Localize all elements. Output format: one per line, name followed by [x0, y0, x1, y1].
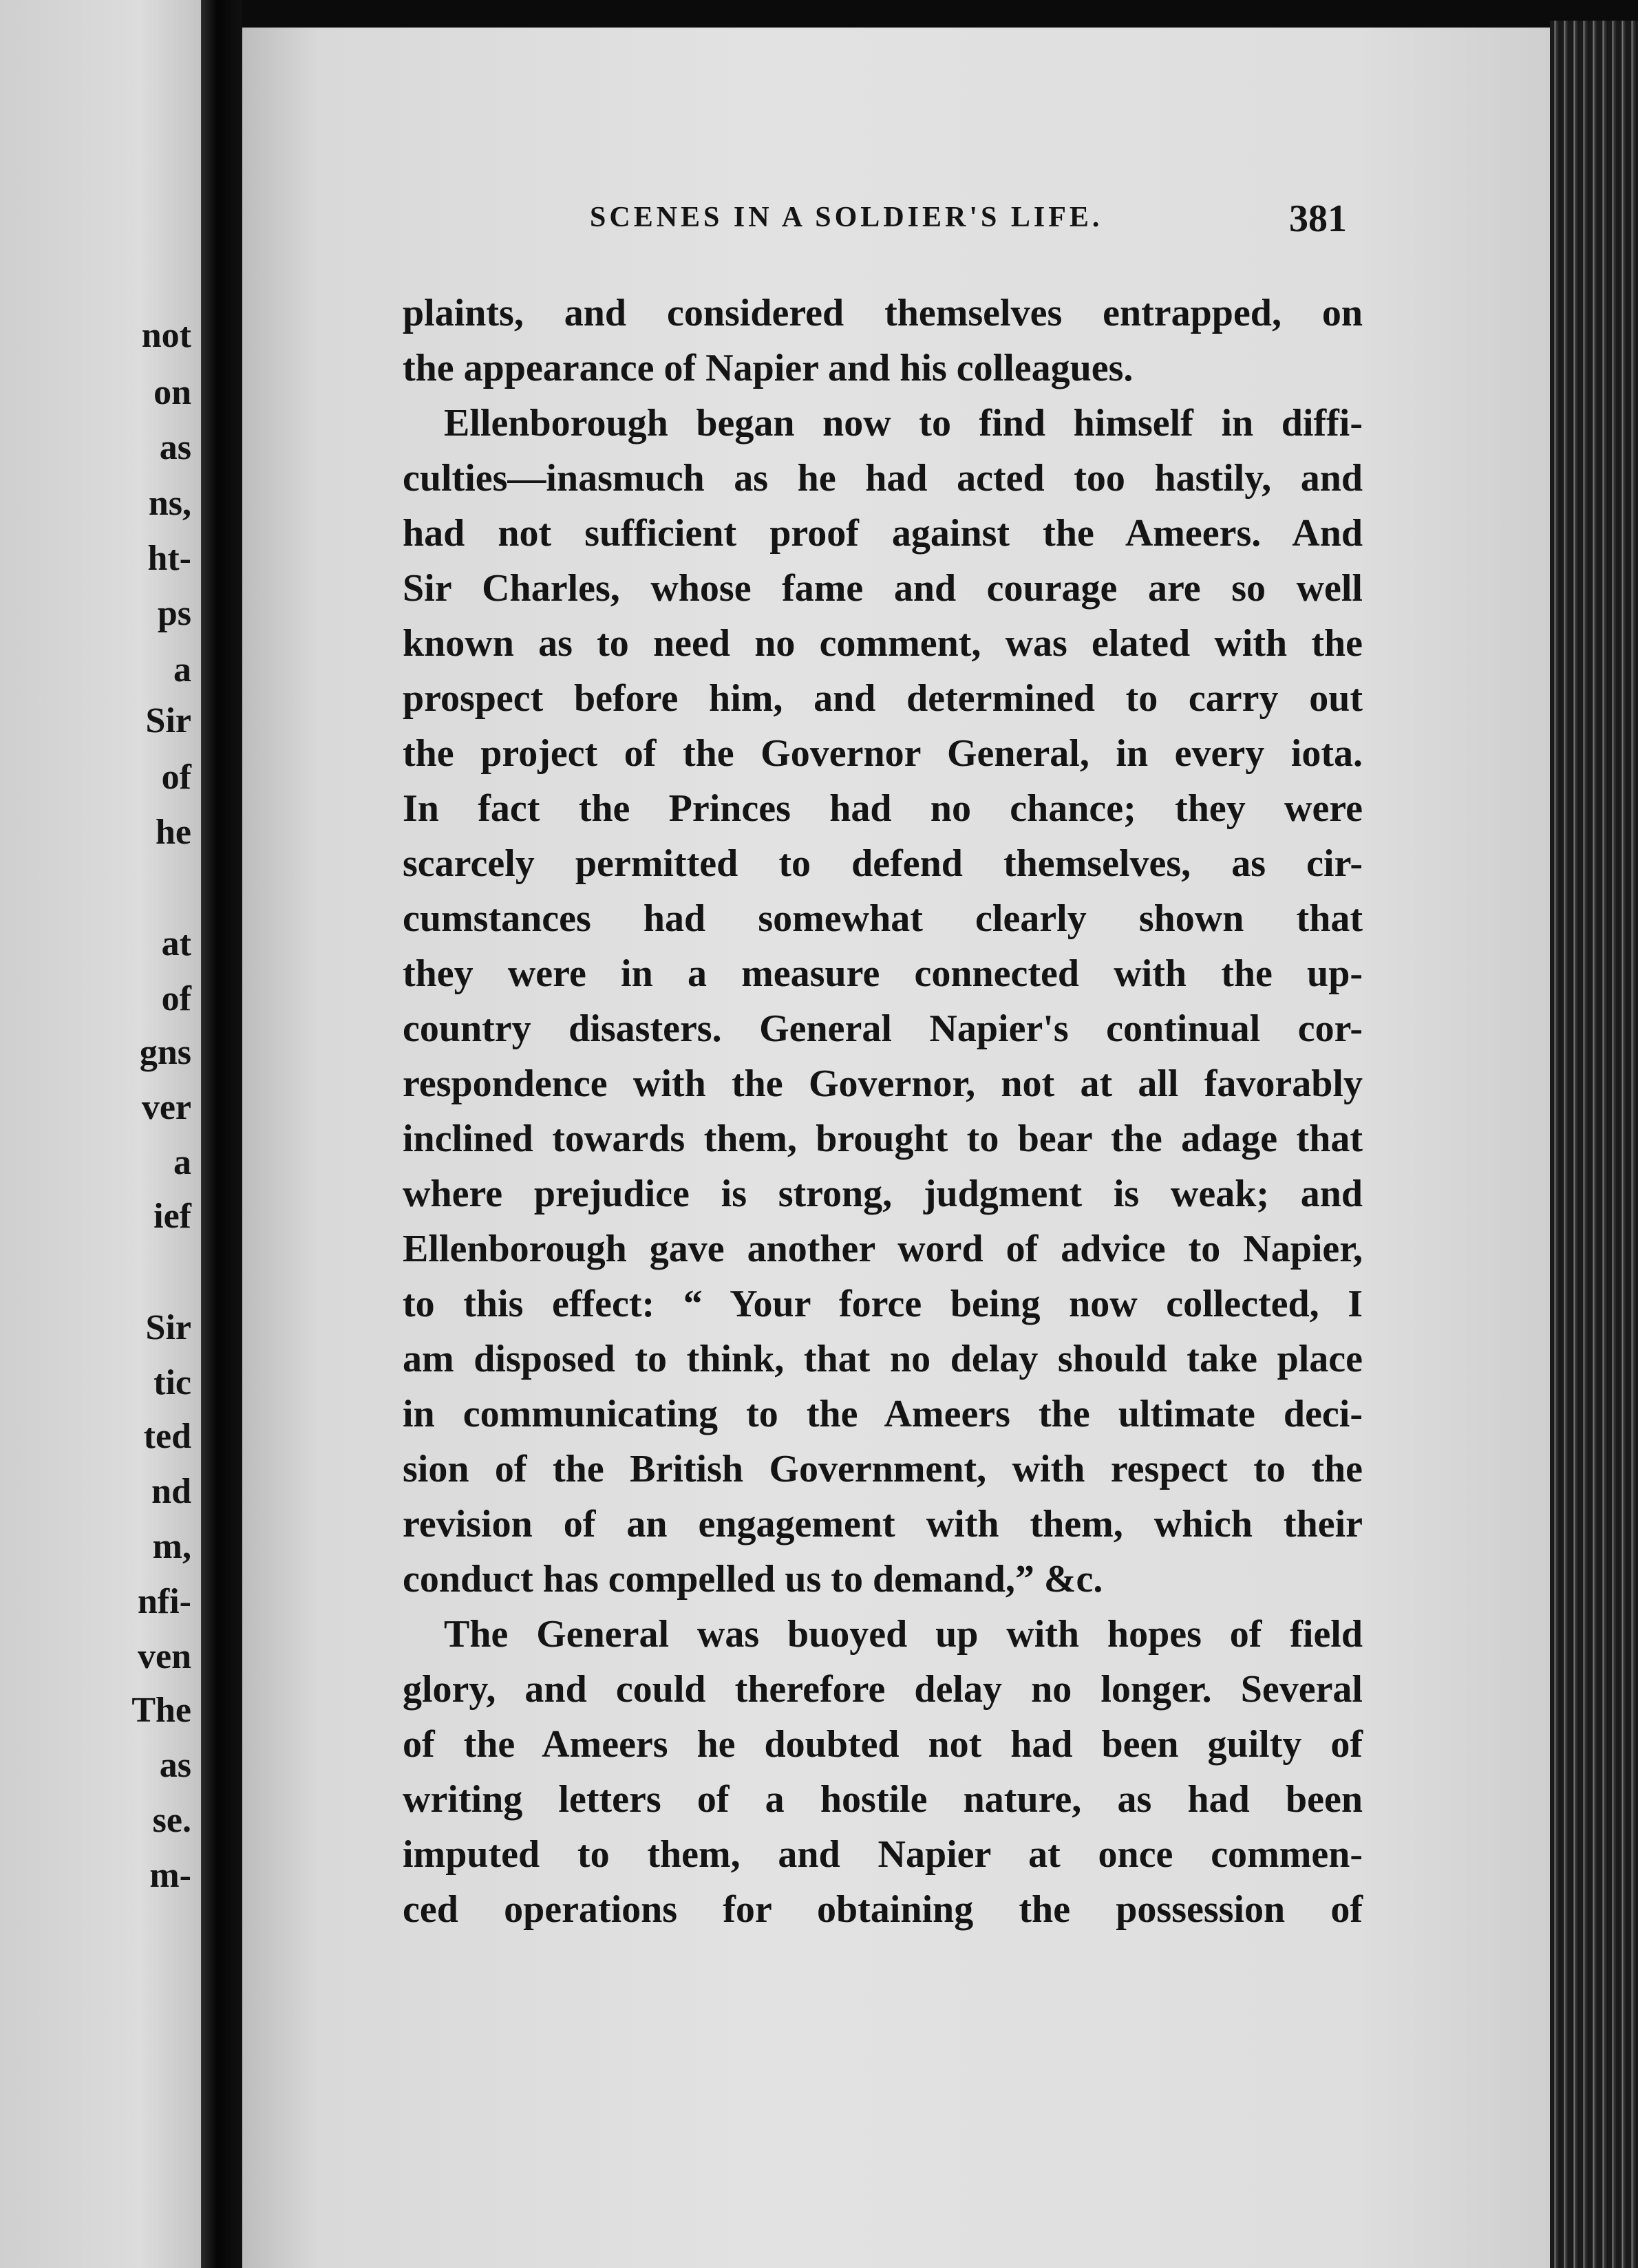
text-line: they were in a measure connected with the up- [403, 952, 1363, 995]
left-page-text: a [173, 650, 191, 689]
text-line: in communicating to the Ameers the ultimate deci- [403, 1393, 1363, 1435]
page-number: 381 [1289, 197, 1347, 240]
left-page-text: of [161, 979, 191, 1018]
left-page-fragment [0, 0, 201, 2268]
text-line: glory, and could therefore delay no longer. Several [403, 1668, 1363, 1711]
text-line: to this effect: “ Your force being now collected, I [403, 1283, 1363, 1325]
body-text [403, 286, 1363, 1937]
left-page-text: he [156, 813, 191, 852]
text-line: known as to need no comment, was elated with the [403, 622, 1363, 665]
text-line: had not sufficient proof against the Ameers. And [403, 512, 1363, 555]
left-page-text: m- [149, 1856, 191, 1895]
left-page-text: ief [153, 1197, 191, 1236]
text-line: the project of the Governor General, in every iota. [403, 732, 1363, 775]
text-line: imputed to them, and Napier at once commen- [403, 1833, 1363, 1876]
left-page-text: Sir [145, 1308, 191, 1347]
left-page-text: of [161, 758, 191, 797]
text-line: revision of an engagement with them, which their [403, 1503, 1363, 1545]
page-edge [1550, 21, 1638, 2268]
page-header [590, 197, 1347, 245]
left-page-text: at [161, 924, 191, 963]
left-page-text: The [131, 1691, 191, 1730]
book-gutter [201, 0, 242, 2268]
text-line: cumstances had somewhat clearly shown that [403, 897, 1363, 940]
text-line: inclined towards them, brought to bear the adage that [403, 1117, 1363, 1160]
text-line: The General was buoyed up with hopes of field [444, 1613, 1363, 1656]
text-line: Ellenborough began now to find himself in diffi- [444, 402, 1363, 445]
left-page-text: gns [139, 1033, 191, 1072]
left-page-text: as [159, 1746, 191, 1785]
text-line: conduct has compelled us to demand,” &c. [403, 1558, 1103, 1601]
left-page-text: as [159, 428, 191, 467]
text-line: Sir Charles, whose fame and courage are so well [403, 567, 1363, 610]
text-line: of the Ameers he doubted not had been guilty of [403, 1723, 1363, 1766]
text-line: country disasters. General Napier's continual cor- [403, 1007, 1363, 1050]
left-page-text: not [141, 316, 191, 355]
left-page-text: ht- [147, 539, 191, 578]
text-line: scarcely permitted to defend themselves, as cir- [403, 842, 1363, 885]
text-line: In fact the Princes had no chance; they were [403, 787, 1363, 830]
left-page-text: ven [138, 1637, 191, 1676]
left-page-text: nfi- [138, 1582, 191, 1621]
text-line: writing letters of a hostile nature, as had been [403, 1778, 1363, 1821]
text-line: culties—inasmuch as he had acted too hastily, and [403, 457, 1363, 500]
left-page-text: nd [151, 1472, 191, 1511]
text-line: ced operations for obtaining the possession of [403, 1888, 1363, 1931]
running-head: SCENES IN A SOLDIER'S LIFE. [590, 202, 1103, 233]
left-page-text: Sir [145, 701, 191, 740]
text-line: Ellenborough gave another word of advice to Napier, [403, 1228, 1363, 1270]
left-page-text: tic [153, 1363, 191, 1402]
left-page-text: a [173, 1143, 191, 1182]
text-line: plaints, and considered themselves entrapped, on [403, 292, 1363, 334]
left-page-text: ns, [148, 484, 191, 523]
left-page-text: ted [143, 1417, 191, 1456]
left-page-text: se. [152, 1801, 191, 1840]
left-page-text: on [153, 373, 191, 412]
text-line: where prejudice is strong, judgment is weak; and [403, 1173, 1363, 1215]
text-line: the appearance of Napier and his colleagues. [403, 347, 1134, 389]
text-line: am disposed to think, that no delay should take place [403, 1338, 1363, 1380]
text-line: respondence with the Governor, not at all favorably [403, 1062, 1363, 1105]
left-page-text: ver [141, 1088, 191, 1127]
left-page-text: ps [157, 594, 191, 633]
left-page-text: m, [152, 1527, 191, 1566]
text-line: prospect before him, and determined to carry out [403, 677, 1363, 720]
text-line: sion of the British Government, with respect to the [403, 1448, 1363, 1490]
